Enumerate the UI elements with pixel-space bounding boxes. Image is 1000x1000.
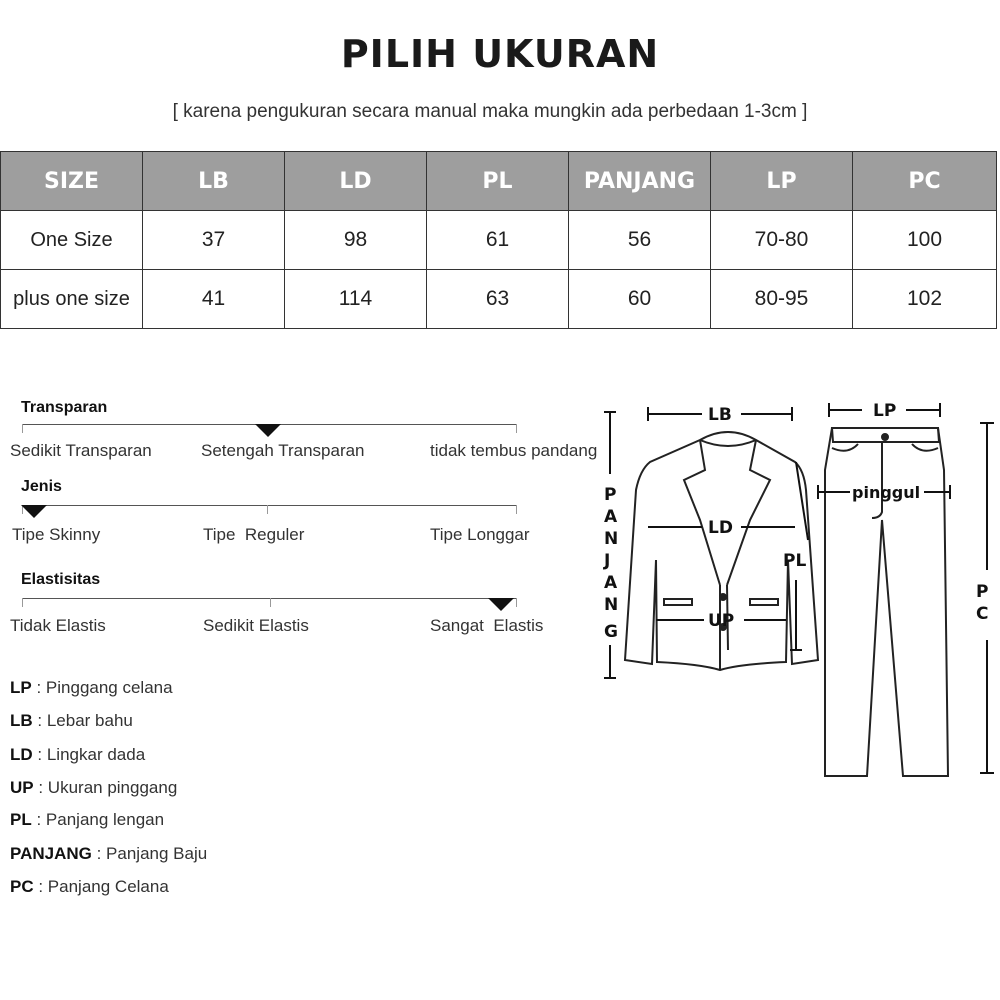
scale-tick — [516, 505, 517, 514]
scale-title: Transparan — [21, 399, 108, 416]
label-panjang-a2: A — [604, 573, 618, 593]
table-row — [1, 270, 997, 329]
scale-label: Tipe Skinny — [12, 525, 101, 544]
selected-marker-icon — [21, 505, 47, 518]
label-panjang-a: A — [604, 507, 618, 527]
label-panjang-n: N — [604, 529, 619, 549]
selected-marker-icon — [488, 598, 514, 611]
scale-label: Sedikit Elastis — [203, 616, 309, 635]
table-row — [1, 211, 997, 270]
legend-item: LP : Pinggang celana — [10, 678, 173, 697]
scale-tick — [22, 424, 23, 433]
scale-tick — [22, 598, 23, 607]
cell-ld: 114 — [285, 270, 427, 329]
scale-label: tidak tembus pandang — [430, 441, 598, 460]
scale-tick — [267, 505, 268, 514]
label-panjang-g: G — [604, 622, 618, 642]
cell-lb: 37 — [143, 211, 285, 270]
cell-ld: 98 — [285, 211, 427, 270]
cell-pl: 63 — [427, 270, 569, 329]
scale-label: Setengah Transparan — [201, 441, 365, 460]
cell-pc: 102 — [853, 270, 997, 329]
scale-tick — [516, 598, 517, 607]
legend-item: PANJANG : Panjang Baju — [10, 844, 208, 863]
label-ld: LD — [708, 518, 733, 538]
label-panjang-j: J — [604, 551, 611, 571]
legend-item: LD : Lingkar dada — [10, 745, 146, 764]
scale-label: Tipe Longgar — [430, 525, 530, 544]
header-lp: LP — [711, 152, 853, 211]
label-lp: LP — [873, 401, 897, 421]
cell-panjang: 56 — [569, 211, 711, 270]
legend-item: LB : Lebar bahu — [10, 711, 133, 730]
legend-item: UP : Ukuran pinggang — [10, 778, 178, 797]
header-ld: LD — [285, 152, 427, 211]
header-size: SIZE — [1, 152, 143, 211]
scale-label: Tidak Elastis — [10, 616, 106, 635]
scale-title: Jenis — [21, 478, 62, 495]
scale-label: Sedikit Transparan — [10, 441, 152, 460]
label-pc-p: P — [976, 582, 989, 602]
measurement-note: [ karena pengukuran secara manual maka mungkin ada perbedaan 1-3cm ] — [172, 101, 808, 122]
scale-title: Elastisitas — [21, 571, 101, 588]
label-lb: LB — [708, 405, 732, 425]
header-pl: PL — [427, 152, 569, 211]
cell-pl: 61 — [427, 211, 569, 270]
label-panjang-p: P — [604, 485, 617, 505]
page-title: PILIH UKURAN — [340, 32, 660, 76]
label-pinggul: pinggul — [852, 483, 921, 502]
cell-size: One Size — [1, 211, 143, 270]
label-panjang-n2: N — [604, 595, 619, 615]
cell-lp: 70-80 — [711, 211, 853, 270]
scale-line — [22, 505, 517, 506]
label-pc-c: C — [976, 604, 989, 624]
label-pl: PL — [783, 551, 807, 571]
table-header-row — [1, 152, 997, 211]
cell-panjang: 60 — [569, 270, 711, 329]
cell-pc: 100 — [853, 211, 997, 270]
cell-lb: 41 — [143, 270, 285, 329]
scale-label: Tipe Reguler — [203, 525, 305, 544]
measurement-diagram — [600, 395, 1000, 915]
scale-tick — [516, 424, 517, 433]
header-panjang: PANJANG — [569, 152, 711, 211]
size-table — [0, 151, 997, 329]
cell-lp: 80-95 — [711, 270, 853, 329]
header-pc: PC — [853, 152, 997, 211]
selected-marker-icon — [255, 424, 281, 437]
cell-size: plus one size — [1, 270, 143, 329]
scale-label: Sangat Elastis — [430, 616, 544, 635]
legend-item: PC : Panjang Celana — [10, 877, 169, 896]
label-up: UP — [708, 611, 735, 631]
pants-illustration — [825, 428, 948, 776]
scale-tick — [270, 598, 271, 607]
header-lb: LB — [143, 152, 285, 211]
legend-item: PL : Panjang lengan — [10, 810, 165, 829]
